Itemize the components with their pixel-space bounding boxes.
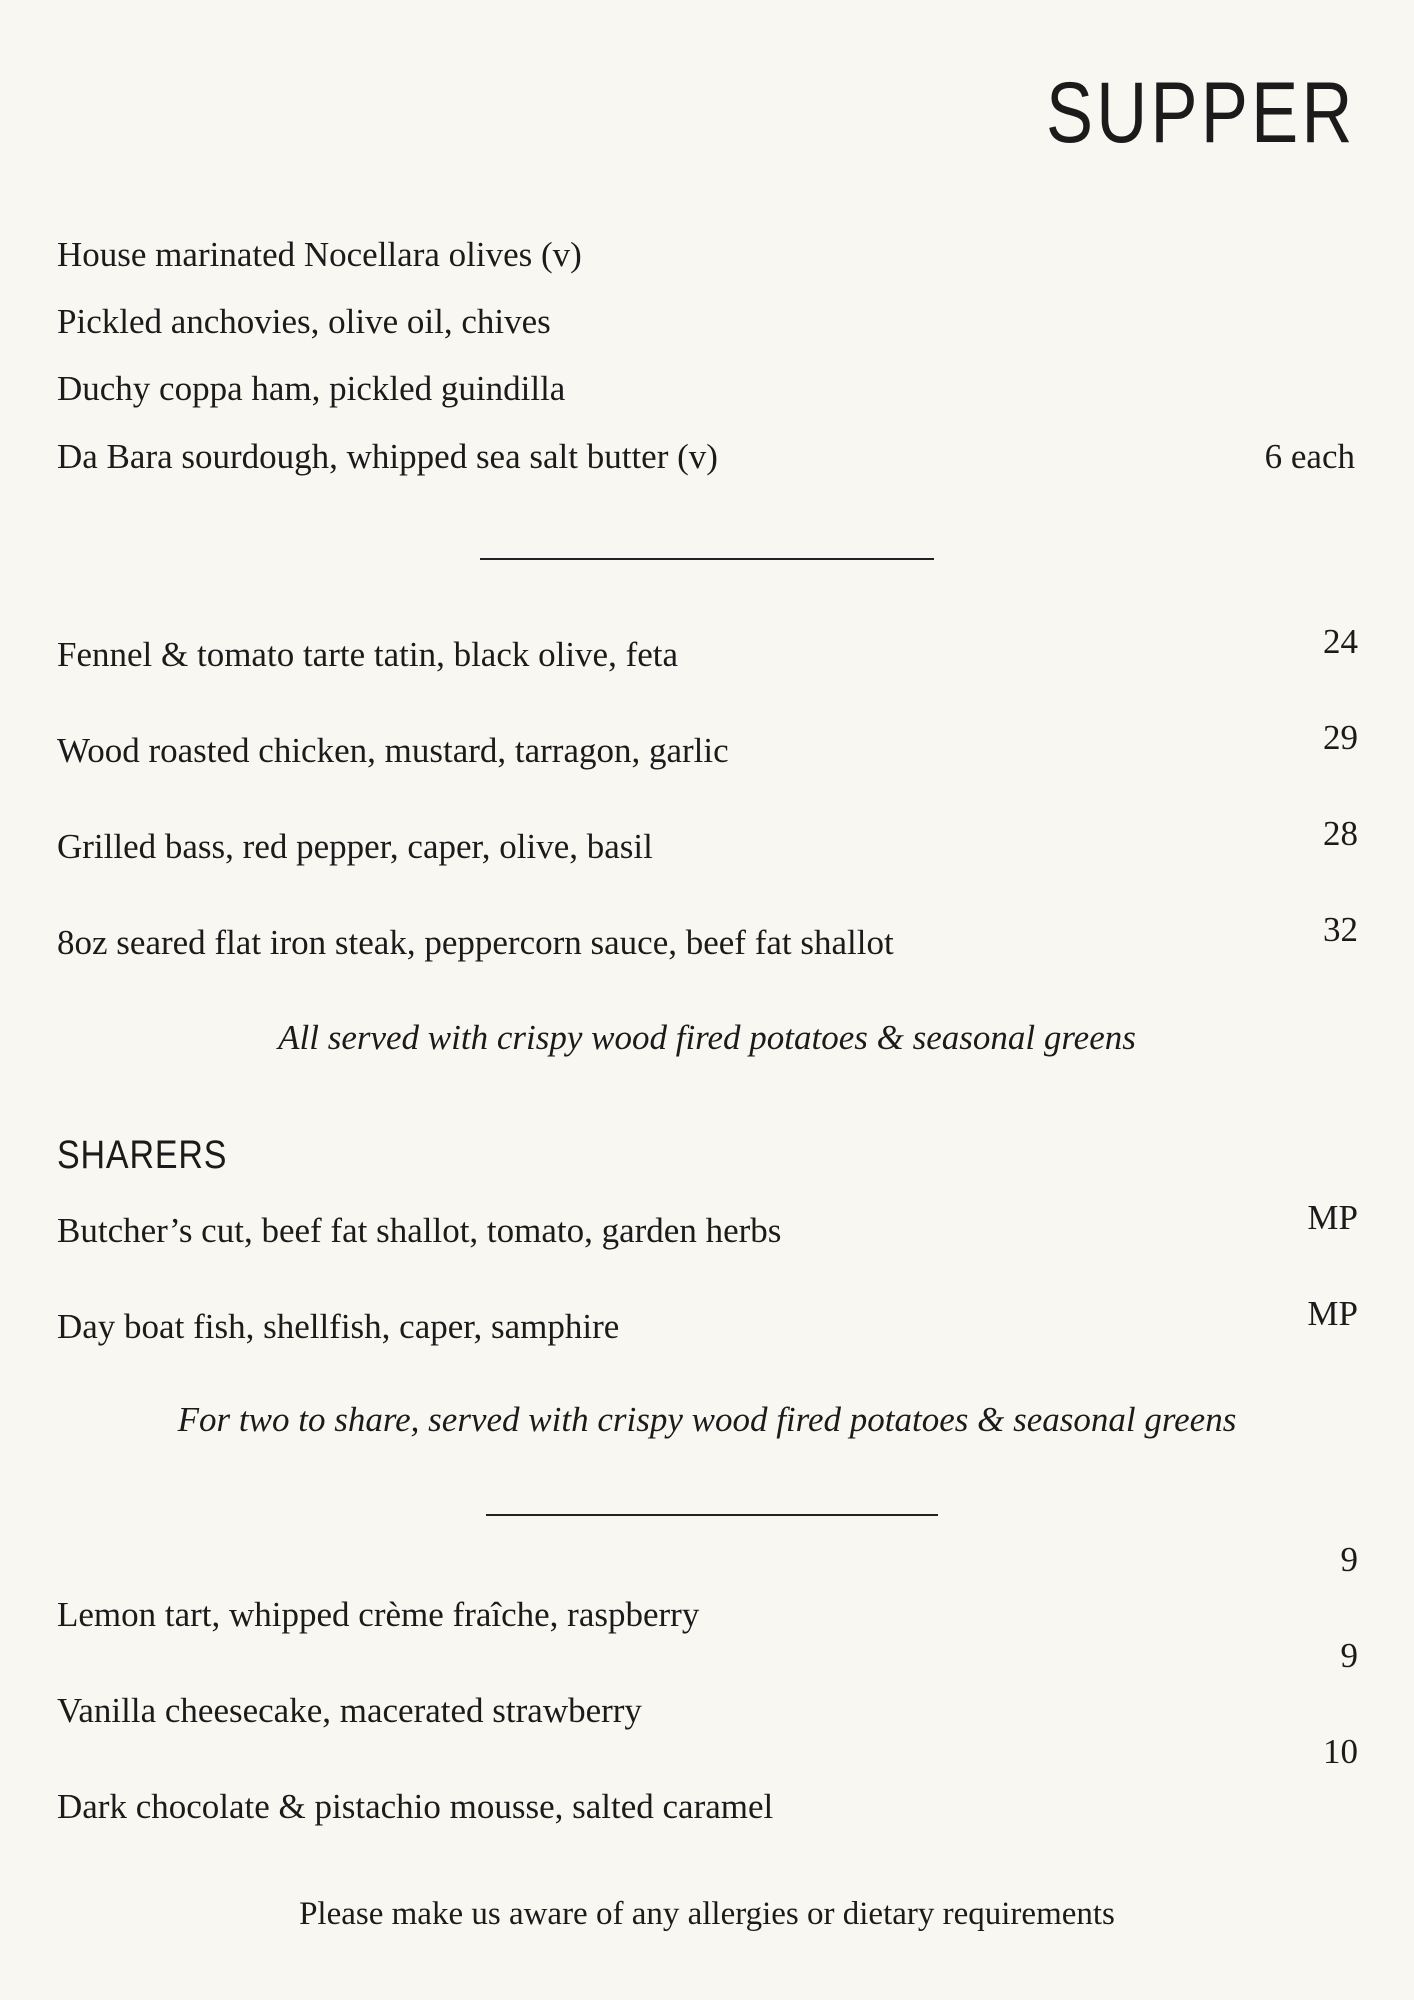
- section-divider: [486, 1514, 938, 1516]
- sharers-note: For two to share, served with crispy wood fired potatoes & seasonal greens: [177, 1400, 1237, 1439]
- dessert-price: 9: [1340, 1540, 1358, 1579]
- section-divider: [480, 558, 934, 560]
- dessert-item: Dark chocolate & pistachio mousse, salted caramel: [57, 1787, 774, 1826]
- snack-item: Duchy coppa ham, pickled guindilla: [57, 369, 566, 408]
- snack-item: Da Bara sourdough, whipped sea salt butter (v): [57, 437, 718, 476]
- dessert-item: Vanilla cheesecake, macerated strawberry: [57, 1691, 642, 1730]
- section-heading-sharers: SHARERS: [57, 1133, 228, 1177]
- main-price: 24: [1323, 622, 1358, 661]
- snack-price: 6 each: [1264, 437, 1355, 476]
- snack-item: House marinated Nocellara olives (v): [57, 235, 582, 274]
- snack-item: Pickled anchovies, olive oil, chives: [57, 302, 551, 341]
- mains-note: All served with crispy wood fired potatoes & seasonal greens: [278, 1018, 1136, 1057]
- main-item: Fennel & tomato tarte tatin, black olive, feta: [57, 635, 679, 674]
- sharer-price: MP: [1307, 1198, 1358, 1237]
- sharer-item: Day boat fish, shellfish, caper, samphire: [57, 1307, 620, 1346]
- page-title: SUPPER: [1046, 65, 1356, 161]
- main-price: 32: [1323, 910, 1358, 949]
- dessert-price: 9: [1340, 1636, 1358, 1675]
- main-item: Grilled bass, red pepper, caper, olive, basil: [57, 827, 653, 866]
- sharer-item: Butcher’s cut, beef fat shallot, tomato, garden herbs: [57, 1211, 782, 1250]
- main-item: 8oz seared flat iron steak, peppercorn sauce, beef fat shallot: [57, 923, 894, 962]
- dessert-price: 10: [1323, 1732, 1358, 1771]
- dessert-item: Lemon tart, whipped crème fraîche, raspberry: [57, 1595, 700, 1634]
- main-price: 29: [1323, 718, 1358, 757]
- allergy-footer: Please make us aware of any allergies or dietary requirements: [299, 1896, 1115, 1932]
- main-price: 28: [1323, 814, 1358, 853]
- main-item: Wood roasted chicken, mustard, tarragon, garlic: [57, 731, 729, 770]
- sharer-price: MP: [1307, 1294, 1358, 1333]
